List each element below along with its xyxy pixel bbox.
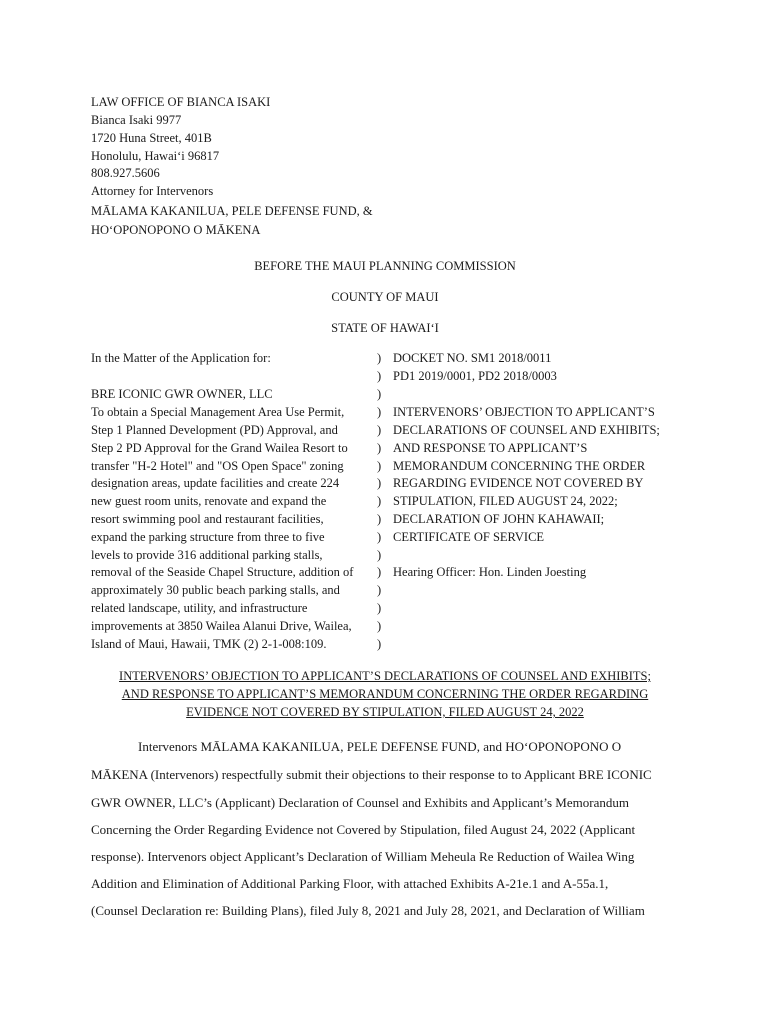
paren: ) — [377, 512, 382, 526]
court-county: COUNTY OF MAUI — [331, 290, 439, 304]
title-line: AND RESPONSE TO APPLICANT’S MEMORANDUM CONCERNING THE ORDER REGARDING — [121, 687, 649, 701]
header-line: Attorney for Intervenors — [91, 184, 214, 198]
body-line: response). Intervenors object Applicant’s Declaration of William Meheula Re Reduction of Wailea Wing — [91, 849, 635, 864]
paren: ) — [377, 619, 382, 633]
header-line: Honolulu, Hawai‘i 96817 — [91, 149, 220, 163]
paren: ) — [377, 530, 382, 544]
header-line: HOʻOPONOPONO O MĀKENA — [91, 223, 261, 237]
caption-line: removal of the Seaside Chapel Structure, addition of — [91, 565, 354, 579]
paren: ) — [377, 405, 382, 419]
paren: ) — [377, 565, 382, 579]
caption-line: expand the parking structure from three to five — [91, 530, 325, 544]
filing-title-line: DECLARATIONS OF COUNSEL AND EXHIBITS; — [393, 423, 660, 437]
paren: ) — [377, 637, 382, 651]
title-line: INTERVENORS’ OBJECTION TO APPLICANT’S DECLARATIONS OF COUNSEL AND EXHIBITS; — [119, 669, 651, 683]
filing-title-line: AND RESPONSE TO APPLICANT’S — [393, 441, 588, 455]
header-line: LAW OFFICE OF BIANCA ISAKI — [91, 95, 271, 109]
paren: ) — [377, 387, 382, 401]
paren: ) — [377, 494, 382, 508]
title-line: EVIDENCE NOT COVERED BY STIPULATION, FILED AUGUST 24, 2022 — [186, 705, 584, 719]
caption-line: approximately 30 public beach parking stalls, and — [91, 583, 340, 597]
filing-title-line: REGARDING EVIDENCE NOT COVERED BY — [393, 476, 644, 490]
filing-title-line: STIPULATION, FILED AUGUST 24, 2022; — [393, 494, 618, 508]
header-line: Bianca Isaki 9977 — [91, 113, 182, 127]
header-line: 808.927.5606 — [91, 166, 160, 180]
paren: ) — [377, 369, 382, 383]
paren: ) — [377, 459, 382, 473]
docket-number: PD1 2019/0001, PD2 2018/0003 — [393, 369, 557, 383]
body-line: GWR OWNER, LLC’s (Applicant) Declaration of Counsel and Exhibits and Applicant’s Memorandum — [91, 795, 629, 810]
paren: ) — [377, 548, 382, 562]
header-line: MĀLAMA KAKANILUA, PELE DEFENSE FUND, & — [91, 204, 373, 218]
caption-line: transfer "H-2 Hotel" and "OS Open Space" zoning — [91, 459, 344, 473]
paren: ) — [377, 583, 382, 597]
filing-title-line: MEMORANDUM CONCERNING THE ORDER — [393, 459, 646, 473]
caption-line: Step 1 Planned Development (PD) Approval, and — [91, 423, 338, 437]
paren: ) — [377, 351, 382, 365]
caption-line: Island of Maui, Hawaii, TMK (2) 2-1-008:109. — [91, 637, 327, 651]
filing-title-line: INTERVENORS’ OBJECTION TO APPLICANT’S — [393, 405, 655, 419]
paren: ) — [377, 423, 382, 437]
caption-line: new guest room units, renovate and expand the — [91, 494, 327, 508]
caption-line: designation areas, update facilities and create 224 — [91, 476, 340, 490]
court-name: BEFORE THE MAUI PLANNING COMMISSION — [254, 259, 516, 273]
caption-line: To obtain a Special Management Area Use Permit, — [91, 405, 345, 419]
caption-line: improvements at 3850 Wailea Alanui Drive, Wailea, — [91, 619, 352, 633]
hearing-officer: Hearing Officer: Hon. Linden Joesting — [393, 565, 587, 579]
body-line: Addition and Elimination of Additional Parking Floor, with attached Exhibits A-21e.1 and A-55a.1, — [91, 876, 609, 891]
paren: ) — [377, 441, 382, 455]
filing-title-line: DECLARATION OF JOHN KAHAWAII; — [393, 512, 605, 526]
caption-line: In the Matter of the Application for: — [91, 351, 271, 365]
caption-line: levels to provide 316 additional parking stalls, — [91, 548, 323, 562]
court-state: STATE OF HAWAI‘I — [331, 321, 439, 335]
body-line: Intervenors MĀLAMA KAKANILUA, PELE DEFENSE FUND, and HOʻOPONOPONO O — [138, 739, 622, 754]
header-line: 1720 Huna Street, 401B — [91, 131, 212, 145]
docket-number: DOCKET NO. SM1 2018/0011 — [393, 351, 552, 365]
paren: ) — [377, 601, 382, 615]
body-line: (Counsel Declaration re: Building Plans), filed July 8, 2021 and July 28, 2021, and Declaration of William — [91, 903, 645, 918]
caption-line: related landscape, utility, and infrastructure — [91, 601, 308, 615]
caption-line: Step 2 PD Approval for the Grand Wailea Resort to — [91, 441, 348, 455]
caption-line: resort swimming pool and restaurant facilities, — [91, 512, 324, 526]
caption-party: BRE ICONIC GWR OWNER, LLC — [91, 387, 273, 401]
paren: ) — [377, 476, 382, 490]
filing-title-line: CERTIFICATE OF SERVICE — [393, 530, 545, 544]
body-line: Concerning the Order Regarding Evidence not Covered by Stipulation, filed August 24, 2022 (Applicant — [91, 822, 636, 837]
body-line: MĀKENA (Intervenors) respectfully submit their objections to their response to to Applicant BRE ICONIC — [91, 767, 652, 782]
